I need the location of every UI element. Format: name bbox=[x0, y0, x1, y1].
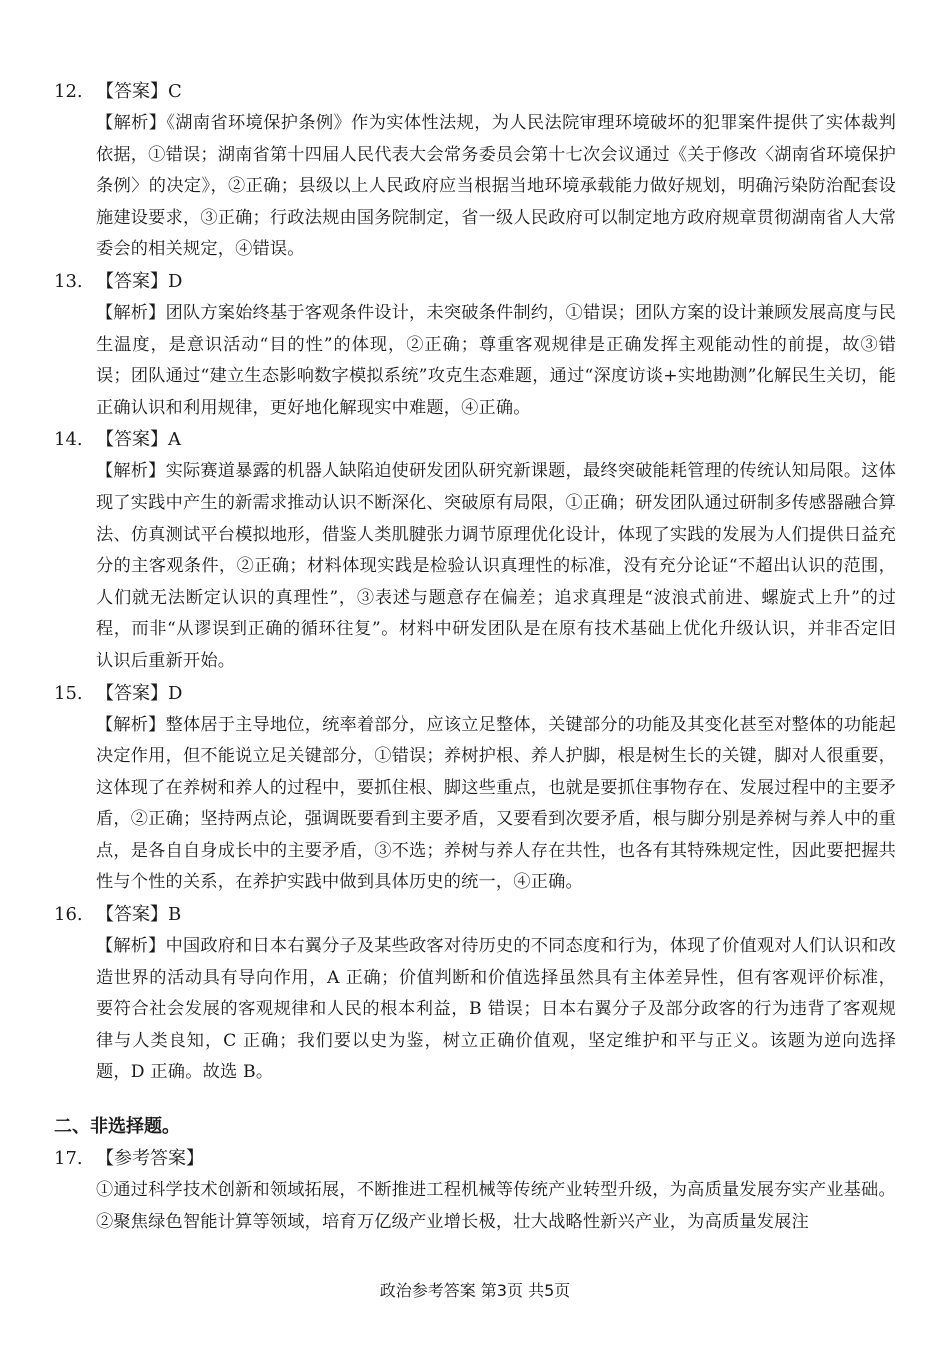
question-13 bbox=[54, 266, 896, 424]
question-number: 16. bbox=[54, 904, 83, 926]
answer-label: 【答案】D bbox=[96, 270, 183, 292]
analysis-text: 【解析】团队方案始终基于客观条件设计，未突破条件制约，①错误；团队方案的设计兼顾发展高度与民生温度，是意识活动“目的性”的体现，②正确；尊重客观规律是正确发挥主观能动性的前提，故③错误；团队通过“建立生态影响数字模拟系统”攻克生态难题，通过“深度访谈+实地勘测”化解民生关切，能正确认识和利用规律，更好地化解现实中难题，④正确。 bbox=[96, 302, 896, 418]
question-number: 15. bbox=[54, 682, 83, 704]
question-header bbox=[54, 899, 896, 931]
answer-label: 【答案】B bbox=[96, 904, 182, 926]
question-header bbox=[54, 678, 896, 710]
answer-point-2: ②聚焦绿色智能计算等领域，培育万亿级产业增长极，壮大战略性新兴产业，为高质量发展注 bbox=[96, 1211, 809, 1232]
reference-answer-label: 【参考答案】 bbox=[96, 1148, 204, 1170]
question-12 bbox=[54, 76, 896, 266]
question-header bbox=[54, 266, 896, 298]
answer-label: 【答案】C bbox=[96, 81, 182, 102]
question-number: 17. bbox=[54, 1148, 83, 1170]
question-16 bbox=[54, 899, 896, 1089]
question-header bbox=[54, 424, 896, 456]
analysis-text: 【解析】中国政府和日本右翼分子及某些政客对待历史的不同态度和行为，体现了价值观对人们认识和改造世界的活动具有导向作用，A 正确；价值判断和价值选择虽然具有主体差异性，但有客观评价标准，要符合社会发展的客观规律和人民的根本利益，B 错误；日本右翼分子及部分政客的行为违背了客观规律与人类良知，C 正确；我们要以史为鉴，树立正确价值观，坚定维护和平与正义。该题为逆向选择题，D 正确。故选 B。 bbox=[96, 936, 896, 1083]
question-header bbox=[54, 1143, 896, 1175]
analysis-text: 【解析】《湖南省环境保护条例》作为实体性法规，为人民法院审理环境破坏的犯罪案件提供了实体裁判依据，①错误；湖南省第十四届人民代表大会常务委员会第十七次会议通过《关于修改〈湖南省环境保护条例〉的决定》，②正确；县级以上人民政府应当根据当地环境承载能力做好规划，明确污染防治配套设施建设要求，③正确；行政法规由国务院制定，省一级人民政府可以制定地方政府规章贯彻湖南省人大常委会的相关规定，④错误。 bbox=[96, 113, 896, 260]
question-14 bbox=[54, 424, 896, 677]
section-title: 二、非选择题。 bbox=[54, 1116, 180, 1138]
question-number: 13. bbox=[54, 270, 83, 292]
page-footer: 政治参考答案 第3页 共5页 bbox=[379, 1281, 571, 1300]
question-number: 12. bbox=[54, 81, 83, 102]
question-number: 14. bbox=[54, 429, 83, 451]
answer-label: 【答案】A bbox=[96, 429, 181, 451]
question-15 bbox=[54, 678, 896, 900]
answer-content bbox=[54, 76, 896, 1238]
answer-point-1: ①通过科学技术创新和领域拓展，不断推进工程机械等传统产业转型升级，为高质量发展夯实产业基础。 bbox=[96, 1180, 896, 1201]
analysis-text: 【解析】实际赛道暴露的机器人缺陷迫使研发团队研究新课题，最终突破能耗管理的传统认知局限。这体现了实践中产生的新需求推动认识不断深化、突破原有局限，①正确；研发团队通过研制多传感器融合算法、仿真测试平台模拟地形，借鉴人类肌腱张力调节原理优化设计，体现了实践的发展为人们提供日益充分的主客观条件，②正确；材料体现实践是检验认识真理性的标准，没有充分论证“不超出认识的范围，人们就无法断定认识的真理性”，③表述与题意存在偏差；追求真理是“波浪式前进、螺旋式上升”的过程，而非“从谬误到正确的循环往复”。材料中研发团队是在原有技术基础上优化升级认识，并非否定旧认识后重新开始。 bbox=[96, 461, 896, 671]
analysis-text: 【解析】整体居于主导地位，统率着部分，应该立足整体，关键部分的功能及其变化甚至对整体的功能起决定作用，但不能说立足关键部分，①错误；养树护根、养人护脚，根是树生长的关键，脚对人很重要，这体现了在养树和养人的过程中，要抓住根、脚这些重点，也就是要抓住事物存在、发展过程中的主要矛盾，②正确；坚持两点论，强调既要看到主要矛盾，又要看到次要矛盾，根与脚分别是养树与养人中的重点，是各自自身成长中的主要矛盾，③不选；养树与养人存在共性，也各有其特殊规定性，因此要把握共性与个性的关系，在养护实践中做到具体历史的统一，④正确。 bbox=[96, 714, 896, 893]
question-17 bbox=[54, 1143, 896, 1238]
question-header bbox=[54, 76, 896, 108]
answer-label: 【答案】D bbox=[96, 682, 183, 704]
